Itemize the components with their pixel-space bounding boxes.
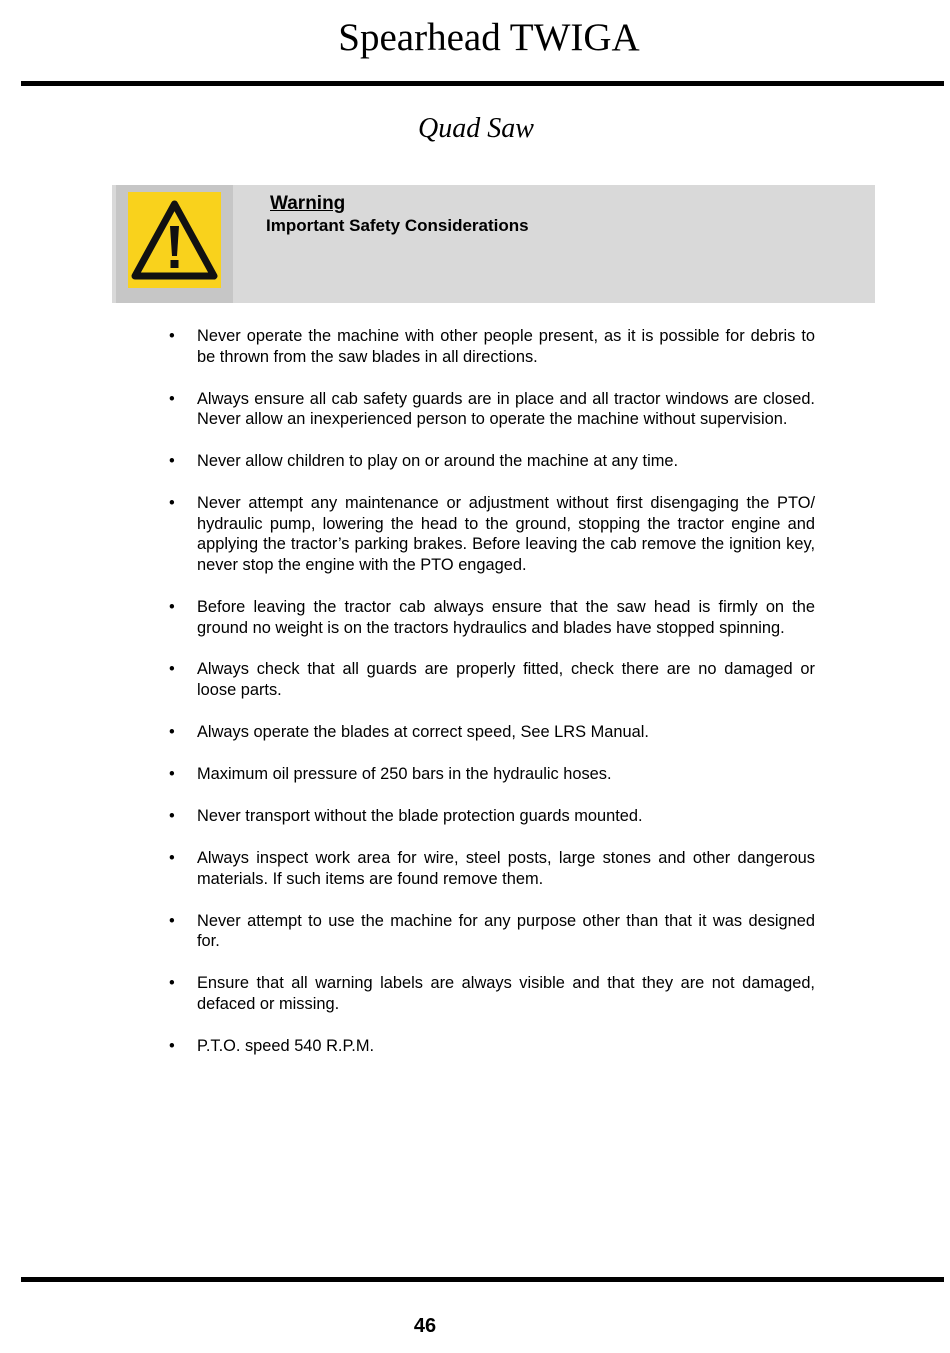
list-item [169,597,815,638]
list-item [169,659,815,700]
bullet-icon: • [169,660,175,679]
list-item [169,1036,815,1057]
list-item [169,389,815,430]
header-rule [21,81,944,86]
warning-triangle-icon [128,192,221,288]
list-item [169,326,815,367]
list-item [169,848,815,889]
list-item [169,911,815,952]
page-number: 46 [413,1315,437,1337]
list-item [169,493,815,575]
list-item-text: Before leaving the tractor cab always ensure that the saw head is firmly on the ground no weight is on the tractors hydraulics and blades have stopped spinning. [197,597,815,637]
list-item-text: Never operate the machine with other people present, as it is possible for debris to be thrown from the saw blades in all directions. [197,327,815,366]
bullet-icon: • [169,1036,175,1055]
list-item [169,451,815,472]
warning-heading: Warning [270,193,346,214]
list-item [169,973,815,1014]
list-item-text: Never transport without the blade protection guards mounted. [197,807,643,826]
bullet-icon: • [169,494,175,513]
bullet-icon: • [169,849,175,868]
bullet-icon: • [169,974,175,993]
list-item [169,806,815,827]
list-item [169,722,815,743]
bullet-icon: • [169,389,175,408]
list-item [169,764,815,785]
section-subtitle: Quad Saw [418,113,534,144]
bullet-icon: • [169,452,175,471]
list-item-text: Always ensure all cab safety guards are in place and all tractor windows are closed. Never allow an inexperienced person to operate the machine without supervision. [197,389,815,429]
list-item-text: Never attempt any maintenance or adjustment without first disengaging the PTO/ hydraulic pump, lowering the head to the ground, stopping the tractor engine and applying the tractor’s parking brakes. Before leaving the cab remove the ignition key, never stop the engine with the PTO engaged. [197,494,815,574]
bullet-icon: • [169,765,175,784]
list-item-text: Never allow children to play on or around the machine at any time. [197,452,679,471]
bullet-icon: • [169,807,175,826]
list-item-text: Always check that all guards are properly fitted, check there are no damaged or loose parts. [197,660,815,700]
list-item-text: Always inspect work area for wire, steel posts, large stones and other dangerous materials. If such items are found remove them. [197,849,815,888]
bullet-icon: • [169,723,175,742]
bullet-icon: • [169,911,175,930]
list-item-text: Ensure that all warning labels are always visible and that they are not damaged, defaced or missing. [197,974,815,1013]
page-title: Spearhead TWIGA [338,16,640,59]
warning-subheading: Important Safety Considerations [266,216,529,235]
footer-rule [21,1277,944,1282]
list-item-text: Never attempt to use the machine for any purpose other than that it was designed for. [197,911,815,951]
list-item-text: Always operate the blades at correct speed, See LRS Manual. [197,723,649,742]
bullet-icon: • [169,597,175,616]
list-item-text: P.T.O. speed 540 R.P.M. [197,1036,375,1055]
safety-list [169,326,815,1078]
list-item-text: Maximum oil pressure of 250 bars in the hydraulic hoses. [197,765,612,784]
bullet-icon: • [169,327,175,345]
warning-box [112,185,875,303]
warning-icon-cell [116,185,233,303]
